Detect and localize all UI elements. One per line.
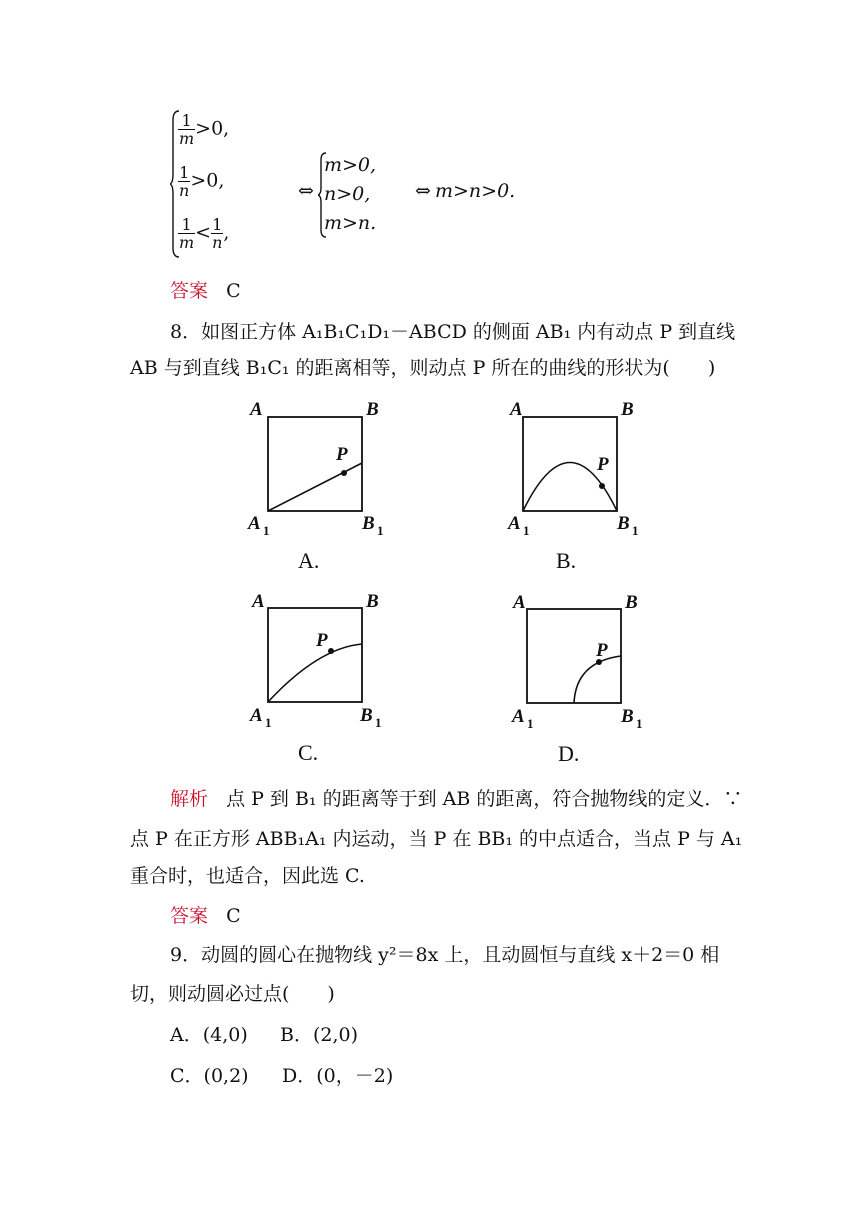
question-8-line2: AB 与到直线 B₁C₁ 的距离相等，则动点 P 所在的曲线的形状为( ) (130, 357, 716, 379)
label-b: B (625, 592, 638, 613)
analysis-label: 解析 (170, 788, 209, 810)
label-sub1: 1 (636, 716, 643, 731)
label-a: A (513, 592, 526, 613)
label-p: P (316, 630, 328, 651)
label-a1: A (512, 706, 525, 727)
label-sub1: 1 (527, 716, 534, 731)
answer-value: C (226, 905, 241, 927)
fraction-1-over-m: $\frac{1}{m}$ (179, 215, 195, 252)
fraction-1-over-n: $\frac{1}{n}$ (179, 163, 190, 200)
figure-option-b (507, 399, 639, 573)
label-b1: B (362, 513, 375, 534)
implies-symbol: ⇔ (415, 180, 431, 202)
label-b1: B (360, 705, 373, 726)
system-left (170, 108, 250, 260)
label-b: B (366, 399, 379, 420)
implies-symbol: ⇔ (298, 180, 314, 202)
label-a1: A (250, 705, 263, 726)
label-a: A (510, 399, 523, 420)
answer-row-8 (170, 903, 241, 929)
option-label-d: D. (558, 741, 580, 766)
analysis-line3: 重合时，也适合，因此选 C. (130, 865, 365, 887)
label-b1: B (617, 513, 630, 534)
label-sub1: 1 (263, 523, 270, 538)
figure-option-c (249, 591, 382, 765)
label-p: P (597, 454, 609, 475)
label-sub1: 1 (265, 715, 272, 730)
option-d: D．(0，－2) (282, 1065, 394, 1087)
answer-value: C (226, 280, 241, 302)
label-p: P (596, 640, 608, 661)
option-a: A．(4,0) (170, 1024, 248, 1046)
system1-row1: $\frac{1}{m}$ >0, (179, 111, 230, 148)
answer-row-7 (170, 278, 241, 304)
question-9-line1: 9．动圆的圆心在抛物线 y²＝8x 上，且动圆恒与直线 x＋2＝0 相 (170, 944, 720, 966)
label-a: A (250, 399, 263, 420)
figure-option-d (511, 592, 643, 766)
label-b1: B (621, 706, 634, 727)
figures-panel (240, 390, 660, 770)
label-a: A (252, 591, 265, 612)
analysis-line1: 解析 点 P 到 B₁ 的距离等于到 AB 的距离，符合抛物线的定义．∵ (170, 788, 743, 810)
answer-label: 答案 (170, 280, 209, 302)
system1-row3: $\frac{1}{m}$ < $\frac{1}{n}$ , (179, 215, 230, 252)
label-sub1: 1 (377, 523, 384, 538)
label-p: P (336, 444, 348, 465)
system-result: m>n>0. (435, 180, 516, 202)
system2-row3: m>n. (324, 212, 377, 234)
answer-label: 答案 (170, 905, 209, 927)
option-label-c: C. (298, 740, 319, 765)
option-label-a: A. (298, 548, 320, 573)
label-a1: A (248, 513, 261, 534)
question-9-line2: 切，则动圆必过点( ) (130, 983, 335, 1005)
label-b: B (621, 399, 634, 420)
option-c: C．(0,2) (170, 1065, 249, 1087)
system1-row2: $\frac{1}{n}$ >0, (179, 163, 225, 200)
system-middle (318, 152, 408, 238)
label-a1: A (508, 513, 521, 534)
figure-option-a (247, 399, 384, 573)
option-b: B．(2,0) (280, 1024, 359, 1046)
question-8-line1: 8．如图正方体 A₁B₁C₁D₁－ABCD 的侧面 AB₁ 内有动点 P 到直线 (170, 321, 736, 343)
analysis-line2: 点 P 在正方形 ABB₁A₁ 内运动，当 P 在 BB₁ 的中点适合，当点 P 与 A₁ (130, 828, 743, 850)
system2-row1: m>0, (324, 154, 377, 176)
option-label-b: B. (556, 548, 577, 573)
fraction-1-over-n: $\frac{1}{n}$ (212, 215, 223, 252)
label-sub1: 1 (375, 715, 382, 730)
system2-row2: n>0, (324, 183, 371, 205)
fraction-1-over-m: $\frac{1}{m}$ (179, 111, 195, 148)
label-b: B (366, 591, 379, 612)
label-sub1: 1 (523, 523, 530, 538)
label-sub1: 1 (632, 523, 639, 538)
